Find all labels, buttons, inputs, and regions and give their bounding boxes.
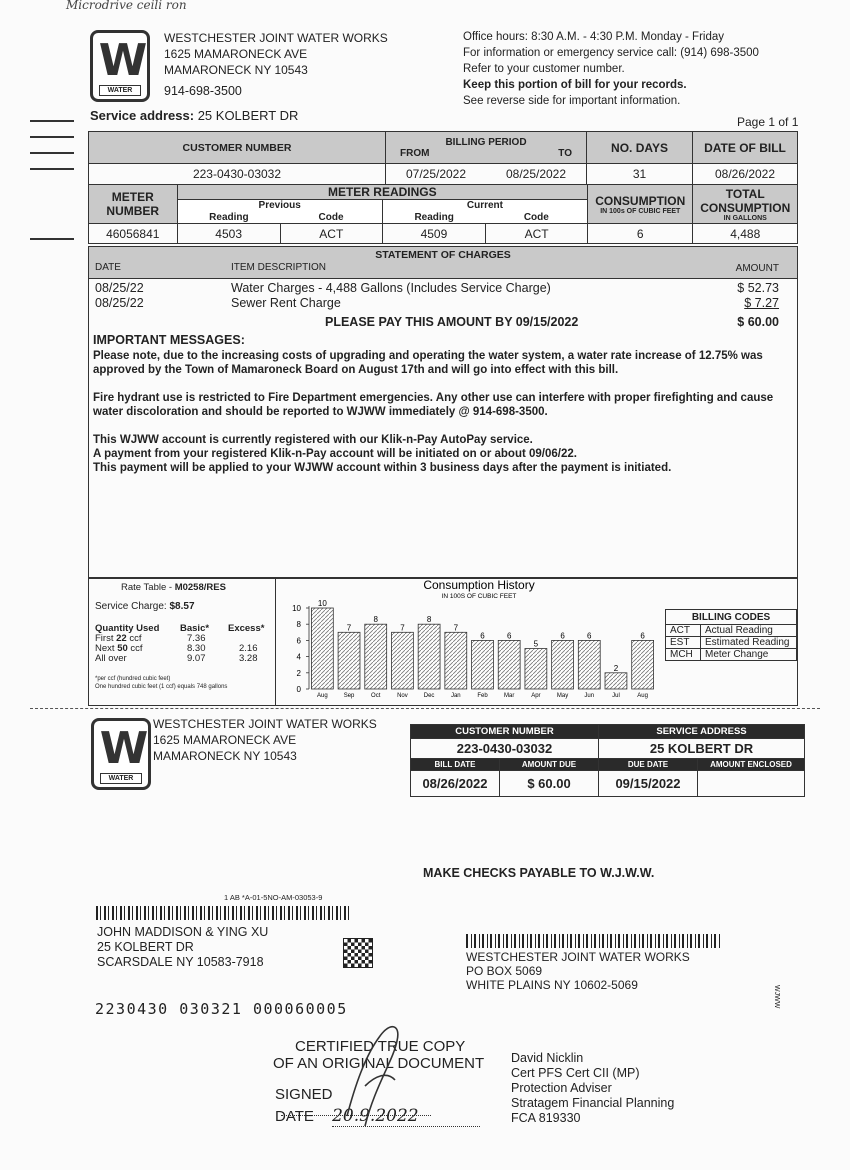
service-address	[90, 108, 298, 123]
remit-name: WESTCHESTER JOINT WATER WORKS	[466, 950, 690, 964]
period-from: 07/25/2022	[386, 164, 487, 185]
charge-row-1: 08/25/22 Water Charges - 4,488 Gallons (Includes Service Charge) $ 52.73	[95, 281, 779, 295]
company-street: 1625 MAMARONECK AVE	[164, 47, 308, 61]
customer-number: 223-0430-03032	[89, 164, 386, 185]
header-customer-number: CUSTOMER NUMBER	[89, 132, 386, 164]
rate-table-title: Rate Table - M0258/RES	[121, 582, 226, 593]
certify-line1: CERTIFIED TRUE COPY	[295, 1038, 466, 1055]
stub-logo: W WATER	[91, 718, 151, 790]
office-reverse: See reverse side for important information.	[463, 95, 681, 107]
header-date-of-bill: DATE OF BILL	[693, 132, 798, 164]
x-tick-label: Oct	[371, 693, 381, 699]
consumption: 6	[588, 224, 693, 244]
message-autopay-1: This WJWW account is currently registered with our Klik-n-Pay AutoPay service.	[93, 434, 533, 446]
meter-table	[88, 184, 798, 244]
rate-row: Next 50 ccf 8.30 2.16	[95, 643, 258, 654]
adviser-details	[511, 1051, 674, 1126]
bar	[472, 640, 494, 689]
remit-city: WHITE PLAINS NY 10602-5069	[466, 978, 638, 992]
stub-customer-number: 223-0430-03032	[411, 739, 599, 759]
bar	[578, 640, 600, 689]
prev-code: ACT	[280, 224, 382, 244]
customer-address	[97, 925, 268, 970]
message-rate-increase: Please note, due to the increasing costs of upgrading and operating the water system, a water rate increase of 12.75% was approved by the Town of Mamaroneck Board on August 17th and will go into effect with this bill.	[93, 350, 763, 376]
bar-value-label: 8	[426, 615, 432, 625]
cur-reading: 4509	[382, 224, 485, 244]
office-info	[463, 29, 759, 109]
stub-company-address: WESTCHESTER JOINT WATER WORKS 1625 MAMARONECK AVE MAMARONECK NY 10543	[153, 717, 377, 763]
total-consumption: 4,488	[693, 224, 798, 244]
code-mch-desc: Meter Change	[701, 649, 797, 661]
header-no-days: NO. DAYS	[587, 132, 693, 164]
header-current: Current	[382, 200, 587, 212]
bar	[338, 632, 360, 689]
remit-box: PO BOX 5069	[466, 964, 543, 978]
company-phone: 914-698-3500	[164, 84, 242, 98]
service-address-value: 25 KOLBERT DR	[197, 108, 299, 123]
company-city: MAMARONECK NY 10543	[164, 63, 308, 77]
bar	[525, 649, 547, 690]
no-days: 31	[587, 164, 693, 185]
bar	[552, 640, 574, 689]
rate-table: Rate Table - M0258/RES Service Charge: $8.57 Quantity Used Basic* Excess* First 22 ccf 7.36 Next 50 ccf 8.30 2.16 All over 9.07 3.28 *per ccf (hundred cubic feet) One hundred cubic feet (1 ccf) equals 748 gallons	[89, 578, 276, 705]
x-tick-label: Sep	[343, 693, 355, 699]
bar	[632, 640, 654, 689]
customer-city: SCARSDALE NY 10583-7918	[97, 955, 264, 969]
date-label: DATE	[275, 1108, 314, 1125]
chart-subtitle: IN 100S OF CUBIC FEET	[441, 593, 517, 600]
mail-code: 1 AB *A-01-5NO-AM-03053-9	[224, 893, 323, 902]
certify-line2: OF AN ORIGINAL DOCUMENT	[273, 1055, 485, 1072]
y-tick-label: 0	[296, 685, 301, 694]
logo-text: WATER	[99, 85, 141, 96]
x-tick-label: Aug	[637, 693, 648, 699]
service-address-label: Service address:	[90, 108, 195, 123]
bar-value-label: 2	[613, 663, 619, 673]
rate-chart-section	[88, 577, 798, 706]
bar	[445, 632, 467, 689]
statement-header	[89, 247, 797, 279]
adviser-fca: FCA 819330	[511, 1111, 581, 1125]
handwritten-note: Microdrive ceili ron	[66, 0, 187, 12]
bar-value-label: 8	[373, 615, 378, 625]
stub-table	[410, 724, 805, 797]
billing-codes	[665, 609, 797, 661]
cur-code: ACT	[486, 224, 588, 244]
adviser-firm: Stratagem Financial Planning	[511, 1096, 675, 1110]
office-keep: Keep this portion of bill for your records.	[463, 79, 687, 91]
bar-value-label: 10	[317, 599, 327, 608]
bar-value-label: 6	[640, 631, 645, 641]
remit-address	[466, 950, 690, 992]
customer-name: JOHN MADDISON & YING XU	[97, 925, 269, 939]
x-tick-label: Dec	[423, 693, 435, 699]
bar-value-label: 7	[346, 623, 352, 633]
stub-due-date: 09/15/2022	[599, 771, 698, 797]
header-prev-code: Code	[280, 212, 382, 224]
header-cur-code: Code	[486, 212, 588, 224]
tear-line	[30, 708, 820, 709]
margin-marks	[30, 120, 74, 240]
bar	[391, 632, 413, 689]
header-meter-number: METER NUMBER	[89, 185, 178, 224]
x-tick-label: Mar	[504, 693, 515, 699]
stub-service-address: 25 KOLBERT DR	[599, 739, 805, 759]
bar-value-label: 7	[453, 623, 459, 633]
pay-by-text: PLEASE PAY THIS AMOUNT BY 09/15/2022	[325, 315, 579, 329]
adviser-name: David Nicklin	[511, 1051, 584, 1065]
office-refer: Refer to your customer number.	[463, 63, 625, 75]
micr-line: 2230430 030321 000060005	[95, 1000, 348, 1018]
x-tick-label: Jul	[612, 693, 620, 699]
bar-value-label: 6	[480, 631, 485, 641]
stub-h-bill-date: BILL DATE	[411, 759, 500, 771]
bar	[311, 608, 333, 689]
stub-h-due-date: DUE DATE	[599, 759, 698, 771]
signed-label: SIGNED	[275, 1086, 333, 1103]
message-fire-hydrant: Fire hydrant use is restricted to Fire Department emergencies. Any other use can interfere with proper firefighting and cause water discoloration and should be reported to WJWW immediately @ 914-698-3500.	[93, 392, 774, 418]
bar-value-label: 7	[400, 623, 405, 633]
side-text: WJWW	[773, 985, 780, 1009]
y-tick-label: 10	[292, 604, 301, 613]
y-tick-label: 2	[296, 668, 301, 678]
header-meter-readings: METER READINGS	[177, 185, 588, 200]
stub-h-enclosed: AMOUNT ENCLOSED	[698, 759, 805, 771]
header-total-consumption: TOTAL CONSUMPTION IN GALLONS	[693, 185, 798, 224]
x-tick-label: Jan	[450, 693, 461, 699]
office-emergency: For information or emergency service call: (914) 698-3500	[463, 47, 759, 59]
signature	[335, 1016, 415, 1136]
total-amount: $ 60.00	[737, 315, 779, 329]
prev-reading: 4503	[177, 224, 280, 244]
statement-h-date: DATE	[95, 262, 121, 273]
header-previous: Previous	[177, 200, 382, 212]
header-prev-reading: Reading	[177, 212, 280, 224]
code-est-desc: Estimated Reading	[701, 637, 797, 649]
bar	[365, 624, 387, 689]
rate-note-2: One hundred cubic feet (1 ccf) equals 748 gallons	[95, 684, 228, 690]
billing-codes-title: BILLING CODES	[666, 610, 797, 625]
x-tick-label: May	[556, 693, 569, 699]
y-tick-label: 4	[296, 652, 301, 662]
code-act: ACT	[666, 625, 701, 637]
company-name: WESTCHESTER JOINT WATER WORKS	[164, 31, 388, 45]
bill-date: 08/26/2022	[693, 164, 798, 185]
bar-value-label: 6	[587, 631, 592, 641]
y-tick-label: 6	[296, 636, 301, 646]
checks-payable: MAKE CHECKS PAYABLE TO W.J.W.W.	[423, 866, 655, 880]
meter-number: 46056841	[89, 224, 178, 244]
logo-letter: W	[98, 35, 142, 86]
adviser-cert: Cert PFS Cert CII (MP)	[511, 1066, 640, 1080]
charge-row-2: 08/25/22 Sewer Rent Charge $ 7.27	[95, 296, 779, 310]
customer-barcode	[96, 906, 352, 920]
customer-street: 25 KOLBERT DR	[97, 940, 194, 954]
period-to: 08/25/2022	[486, 164, 587, 185]
date-value: 20.9.2022	[332, 1106, 480, 1127]
header-billing-period: BILLING PERIOD FROM TO	[386, 132, 587, 164]
bar	[498, 640, 520, 689]
page-number: Page 1 of 1	[737, 115, 799, 129]
consumption-history-chart	[281, 578, 661, 705]
rate-note-1: *per ccf (hundred cubic feet)	[95, 676, 171, 682]
bar-value-label: 5	[533, 639, 539, 649]
bar-value-label: 6	[560, 631, 565, 641]
x-tick-label: Aug	[317, 693, 328, 699]
bar	[418, 624, 440, 689]
messages-title: IMPORTANT MESSAGES:	[93, 333, 245, 347]
rate-row: First 22 ccf 7.36	[95, 633, 206, 644]
header-cur-reading: Reading	[382, 212, 485, 224]
bar	[605, 673, 627, 689]
company-logo	[90, 30, 150, 102]
stub-h-service: SERVICE ADDRESS	[599, 725, 805, 739]
statement-title: STATEMENT OF CHARGES	[375, 249, 511, 261]
remit-barcode	[466, 934, 722, 948]
code-act-desc: Actual Reading	[701, 625, 797, 637]
x-tick-label: Apr	[531, 693, 541, 699]
x-tick-label: Nov	[397, 693, 408, 699]
x-tick-label: Jun	[584, 693, 595, 699]
qr-code	[343, 938, 373, 968]
rate-row: All over 9.07 3.28	[95, 653, 258, 664]
stub-h-amount-due: AMOUNT DUE	[500, 759, 599, 771]
office-hours: Office hours: 8:30 A.M. - 4:30 P.M. Monday - Friday	[463, 31, 724, 43]
message-autopay-3: This payment will be applied to your WJWW account within 3 business days after the payment is initiated.	[93, 462, 672, 474]
statement-h-item: ITEM DESCRIPTION	[231, 262, 327, 273]
stub-h-customer: CUSTOMER NUMBER	[411, 725, 599, 739]
code-mch: MCH	[666, 649, 701, 661]
header-from: FROM	[400, 147, 430, 159]
company-address	[164, 30, 388, 78]
header-to: TO	[558, 147, 572, 159]
message-autopay-2: A payment from your registered Klik-n-Pay account will be initiated on or about 09/06/22.	[93, 448, 577, 460]
x-tick-label: Feb	[477, 693, 488, 699]
stub-amount-due: $ 60.00	[500, 771, 599, 797]
amount-enclosed-field[interactable]	[698, 771, 805, 797]
statement-h-amount: AMOUNT	[735, 263, 779, 274]
bar-value-label: 6	[506, 631, 512, 641]
stub-bill-date: 08/26/2022	[411, 771, 500, 797]
chart-title: Consumption History	[423, 578, 535, 592]
service-charge: Service Charge: $8.57	[95, 601, 195, 612]
billing-table	[88, 131, 798, 185]
adviser-role: Protection Adviser	[511, 1081, 612, 1095]
header-consumption: CONSUMPTION IN 100s OF CUBIC FEET	[588, 185, 693, 224]
code-est: EST	[666, 637, 701, 649]
statement-of-charges	[88, 246, 798, 579]
y-tick-label: 8	[296, 620, 301, 630]
